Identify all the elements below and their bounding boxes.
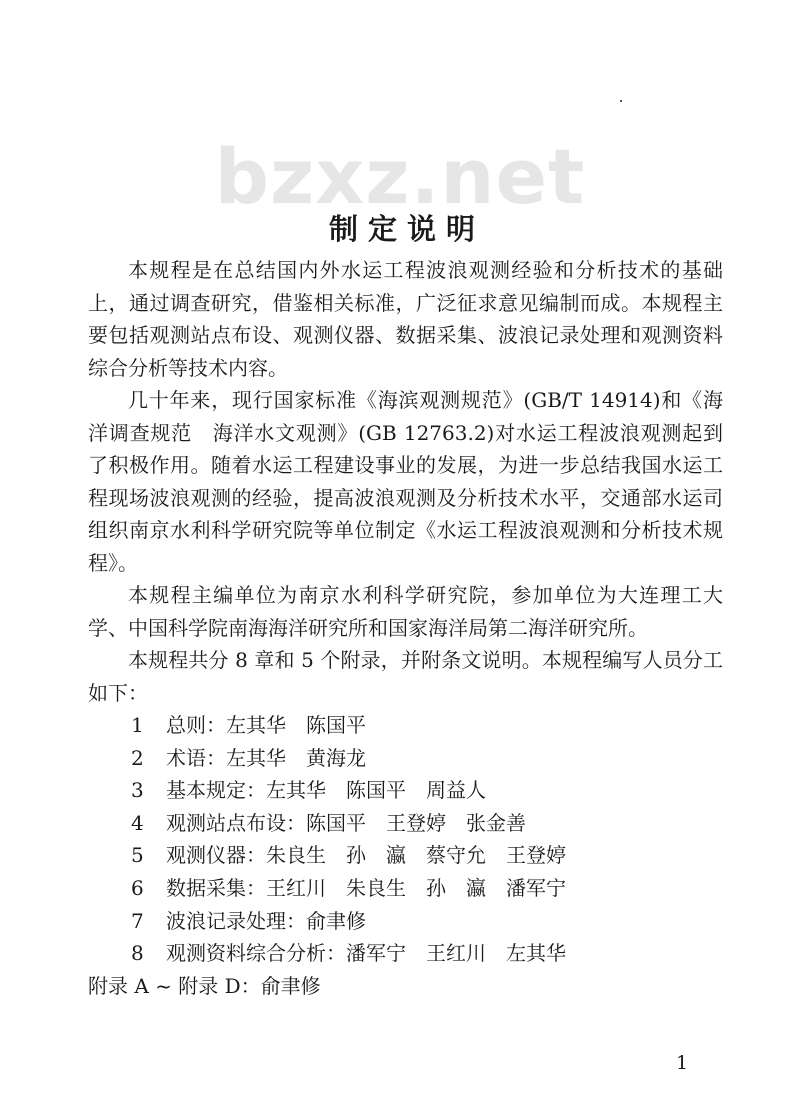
page-number: 1 (676, 1052, 689, 1074)
chapter-authors: 基本规定：左其华 陈国平 周益人 (166, 778, 486, 803)
list-item (131, 774, 723, 807)
chapter-number: 7 (131, 908, 144, 933)
chapter-authors: 波浪记录处理：俞聿修 (166, 908, 366, 933)
list-item (131, 709, 723, 742)
chapter-number: 1 (131, 713, 144, 737)
chapter-authors: 观测站点布设：陈国平 王登婷 张金善 (166, 810, 526, 835)
chapter-authors: 数据采集：王红川 朱良生 孙 瀛 潘军宁 (166, 875, 566, 900)
paragraph-scope: 本规程是在总结国内外水运工程波浪观测经验和分析技术的基础上，通过调查研究，借鉴相关标准，广泛征求意见编制而成。本规程主要包括观测站点布设、观测仪器、数据采集、波浪记录处理和观测资料综合分析等技术内容。 (88, 258, 723, 380)
list-item (131, 742, 723, 775)
paragraph-units: 本规程主编单位为南京水利科学研究院，参加单位为大连理工大学、中国科学院南海海洋研究所和国家海洋局第二海洋研究所。 (88, 583, 723, 640)
chapter-number: 5 (131, 843, 144, 868)
paragraph-background: 几十年来，现行国家标准《海滨观测规范》(GB/T 14914)和《海洋调查规范 海洋水文观测》(GB 12763.2)对水运工程波浪观测起到了积极作用。随着水运工程建设事业的发展，为进一步总结我国水运工程现场波浪观测的经验，提高波浪观测及分析技术水平，交通部水运司组织南京水利科学研究院等单位制定《水运工程波浪观测和分析技术规程》。 (88, 388, 723, 575)
chapter-authors: 观测资料综合分析：潘军宁 王红川 左其华 (166, 941, 566, 966)
page-title: 制定说明 (328, 212, 485, 247)
chapter-number: 6 (131, 875, 144, 900)
chapter-number: 3 (131, 778, 144, 803)
list-item (131, 807, 723, 840)
list-item (131, 872, 723, 905)
list-item (131, 937, 723, 970)
author-division-list (88, 709, 723, 970)
paragraph-structure: 本规程共分 8 章和 5 个附录，并附条文说明。本规程编写人员分工如下： (88, 648, 723, 705)
chapter-authors: 术语：左其华 黄海龙 (166, 745, 366, 770)
chapter-number: 2 (131, 745, 144, 770)
list-item (131, 839, 723, 872)
chapter-authors: 观测仪器：朱良生 孙 瀛 蔡守允 王登婷 (166, 843, 566, 868)
watermark: bzxz.net (214, 132, 586, 221)
document-body (88, 254, 723, 1002)
list-item (131, 905, 723, 938)
chapter-authors: 总则：左其华 陈国平 (166, 713, 366, 737)
chapter-number: 8 (131, 941, 144, 966)
appendix-authors: 附录 A ~ 附录 D：俞聿修 (88, 973, 321, 998)
scan-speck (620, 100, 622, 102)
chapter-number: 4 (131, 810, 144, 835)
